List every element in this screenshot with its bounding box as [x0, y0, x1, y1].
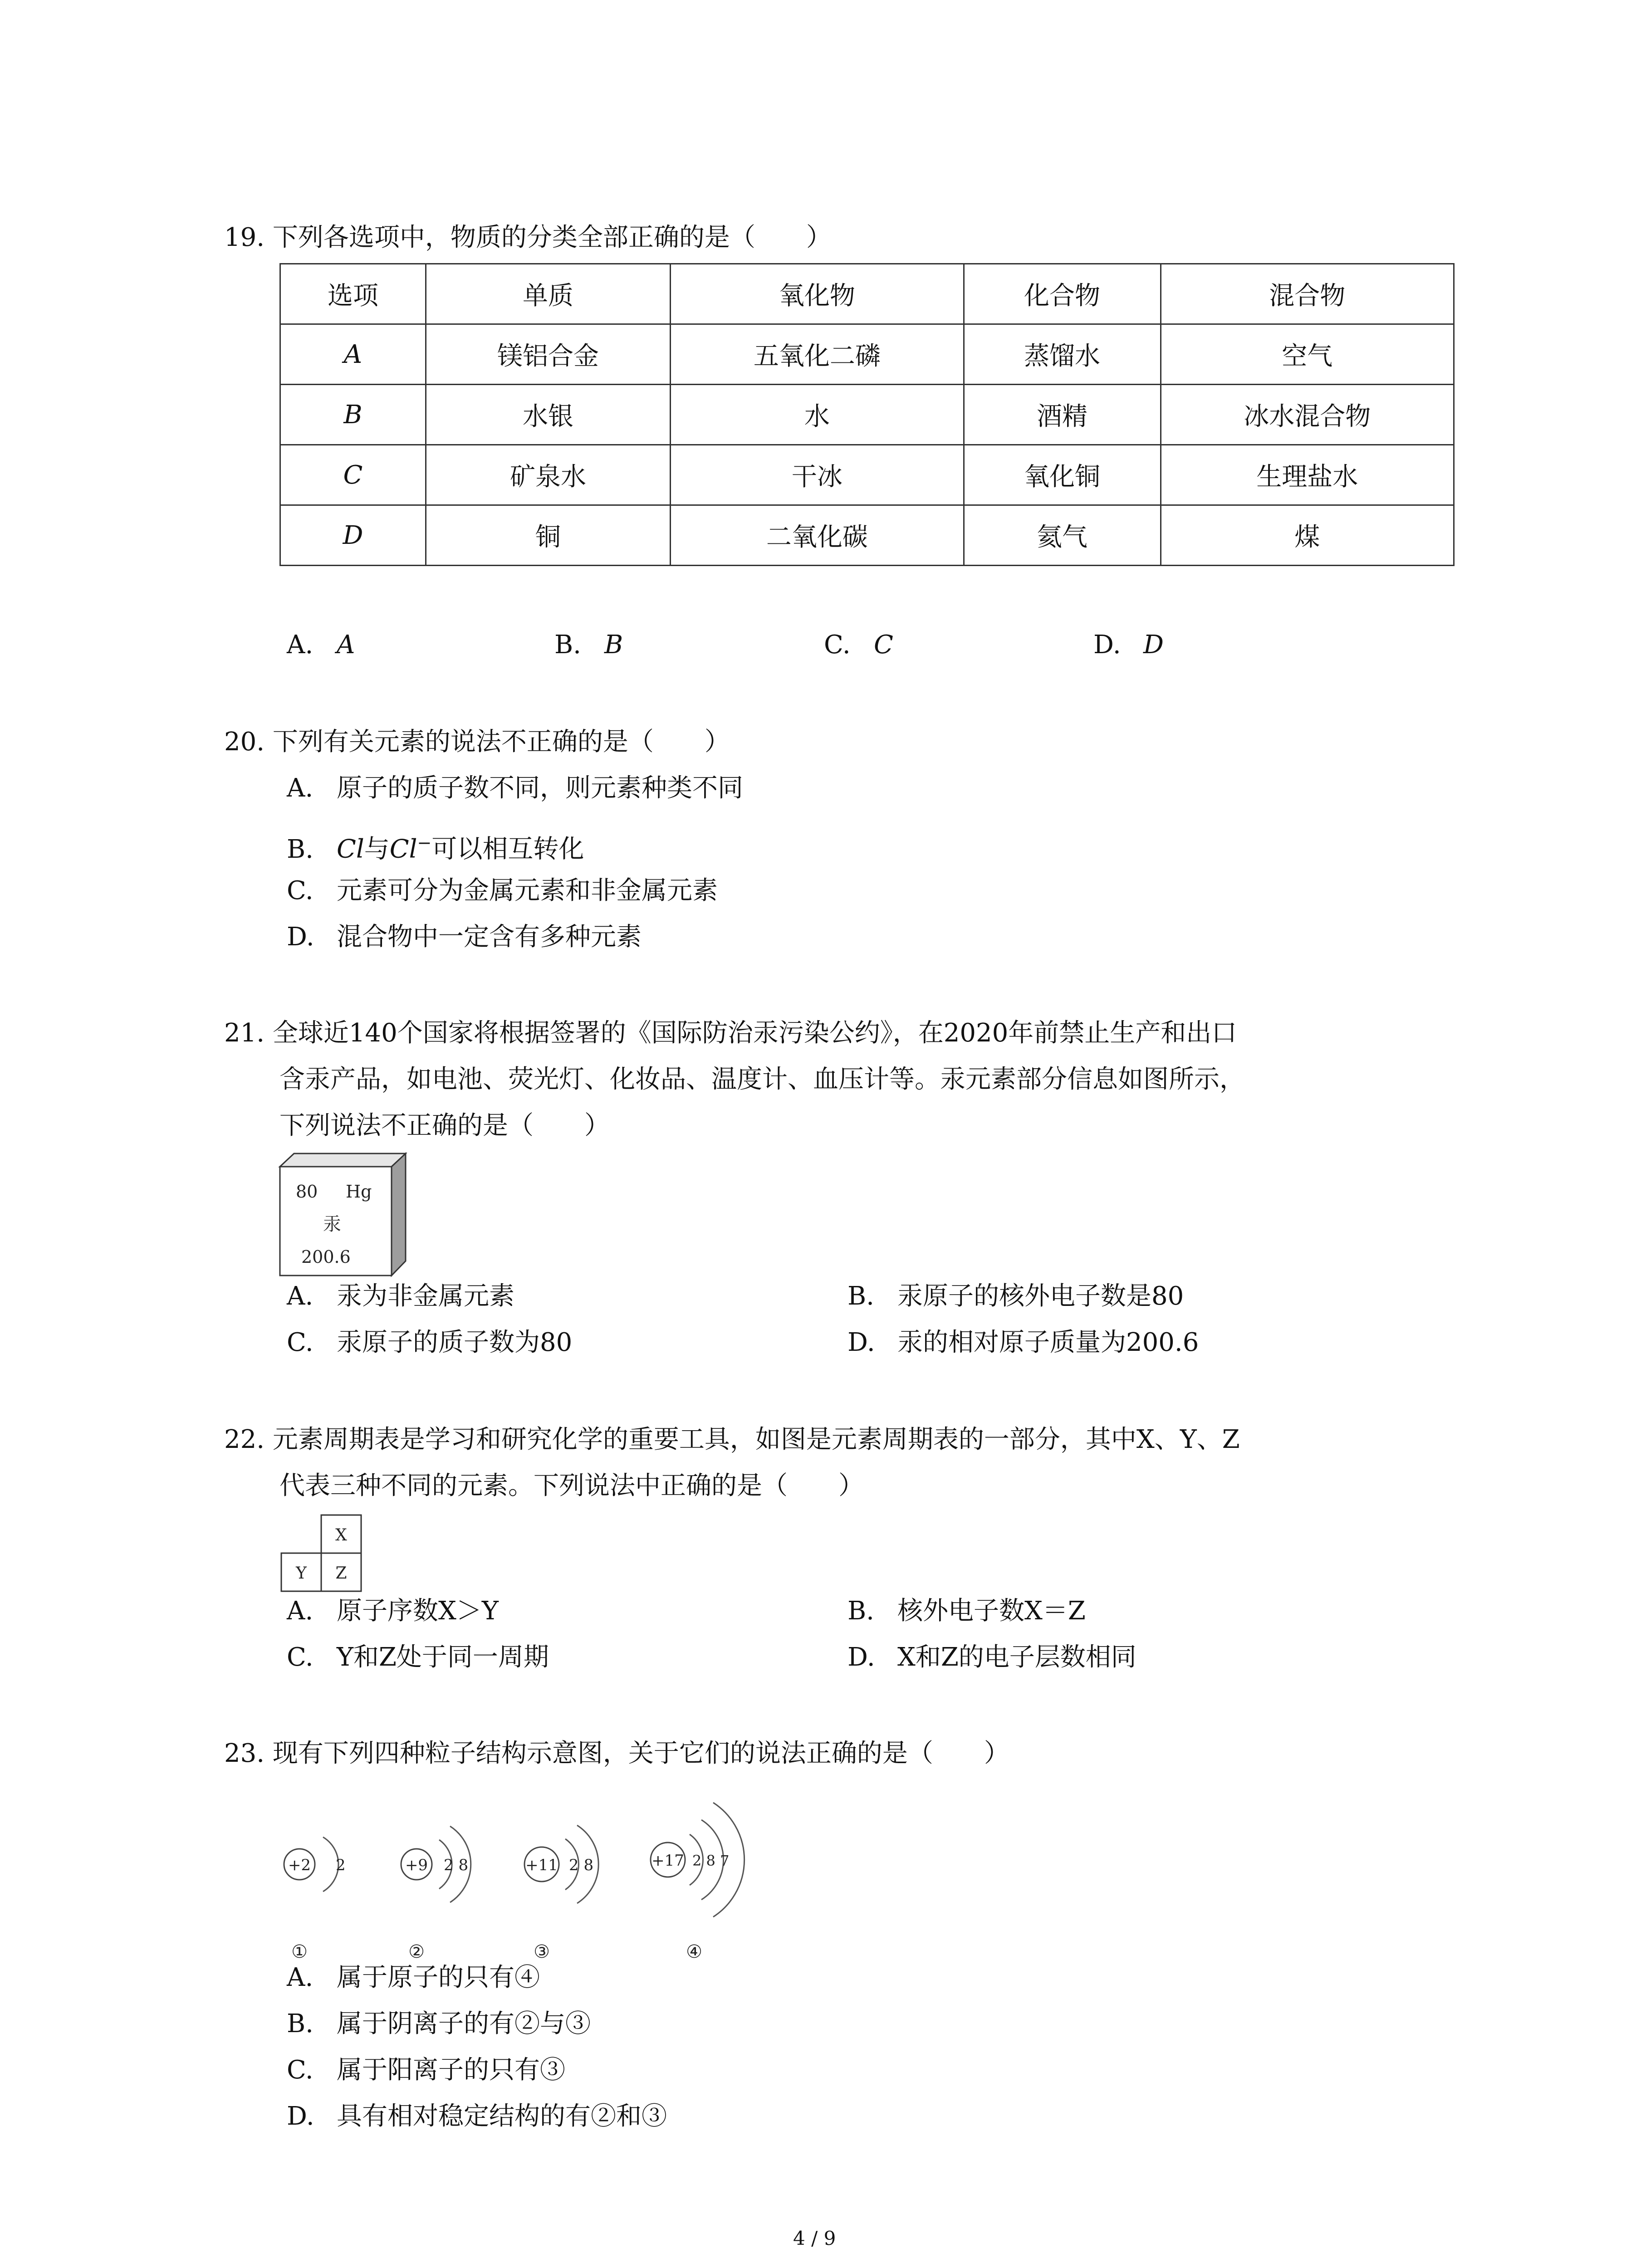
option-text: D — [1143, 630, 1164, 660]
option-text: 具有相对稳定结构的有②和③ — [337, 2102, 667, 2131]
q23-option-d[interactable] — [287, 2100, 667, 2133]
table-cell: 煤 — [1161, 505, 1454, 566]
shell-electrons: 2 8 — [569, 1856, 594, 1874]
q22-option-d[interactable] — [847, 1641, 1136, 1674]
table-cell: 氦气 — [964, 505, 1161, 566]
q21-option-b[interactable] — [847, 1280, 1184, 1313]
q21-stem-line-2: 含汞产品，如电池、荧光灯、化妆品、温度计、血压计等。汞元素部分信息如图所示， — [279, 1065, 1245, 1094]
option-label: D. — [1093, 630, 1121, 660]
nucleus-charge: +17 — [652, 1852, 684, 1870]
q20-option-a[interactable] — [287, 772, 743, 805]
particle-label: ① — [291, 1941, 308, 1962]
ion-charge: − — [417, 833, 432, 853]
option-label: C. — [287, 1642, 314, 1672]
particle-label: ④ — [686, 1941, 702, 1962]
q20-option-c[interactable] — [287, 875, 718, 907]
q20-stem: 20. 下列有关元素的说法不正确的是（ ） — [224, 727, 730, 757]
option-text: 核外电子数X＝Z — [897, 1596, 1086, 1626]
table-row — [280, 505, 1454, 566]
q22-option-b[interactable] — [847, 1595, 1086, 1628]
option-label: A. — [287, 1281, 314, 1311]
cell-x-label: X — [335, 1526, 347, 1545]
option-text: 属于原子的只有④ — [337, 1963, 540, 1992]
particle-diagrams — [272, 1783, 771, 1973]
q19-option-b[interactable] — [554, 629, 623, 661]
table-header-cell: 化合物 — [964, 264, 1161, 324]
periodic-table-fragment — [279, 1513, 365, 1595]
option-text: Y和Z处于同一周期 — [337, 1642, 549, 1672]
option-label: C. — [287, 2055, 314, 2085]
chlorine-symbol: Cl — [337, 834, 364, 864]
q22-option-a[interactable] — [287, 1595, 499, 1628]
table-cell: 二氧化碳 — [671, 505, 964, 566]
option-text: 汞为非金属元素 — [337, 1281, 514, 1311]
q23-stem: 23. 现有下列四种粒子结构示意图，关于它们的说法正确的是（ ） — [224, 1739, 1009, 1768]
option-label: D. — [847, 1328, 875, 1357]
option-text: A — [337, 630, 355, 660]
table-cell: 冰水混合物 — [1161, 385, 1454, 445]
option-text: 汞原子的质子数为80 — [337, 1328, 573, 1357]
table-cell: 铜 — [426, 505, 670, 566]
option-label: B. — [287, 834, 314, 864]
option-label: A. — [287, 1596, 314, 1626]
option-label: A. — [287, 1963, 314, 1992]
shell-electrons: 2 8 7 — [692, 1852, 730, 1869]
option-text: 与 — [364, 834, 390, 864]
table-cell: 生理盐水 — [1161, 445, 1454, 505]
element-card-figure — [278, 1152, 409, 1279]
table-cell: 水银 — [426, 385, 670, 445]
q21-option-a[interactable] — [287, 1280, 514, 1313]
table-cell: C — [280, 445, 426, 505]
q20-option-d[interactable] — [287, 921, 642, 953]
table-cell: 酒精 — [964, 385, 1161, 445]
option-text: 元素可分为金属元素和非金属元素 — [337, 876, 718, 905]
q23-option-c[interactable] — [287, 2054, 565, 2087]
q23-option-b[interactable] — [287, 2008, 591, 2040]
option-text: 混合物中一定含有多种元素 — [337, 922, 642, 952]
q23-option-a[interactable] — [287, 1961, 540, 1994]
card-side-face — [392, 1154, 406, 1276]
nucleus-charge: +2 — [288, 1856, 311, 1874]
option-text: C — [874, 630, 893, 660]
q19-option-c[interactable] — [824, 629, 893, 661]
chloride-symbol: Cl — [389, 834, 417, 864]
particle-4-diagram — [651, 1803, 745, 1962]
q21-stem-line-1: 21. 全球近140个国家将根据签署的《国际防治汞污染公约》，在2020年前禁止生产和出口 — [224, 1018, 1237, 1048]
option-label: D. — [287, 2102, 314, 2131]
card-top-face — [280, 1154, 406, 1167]
table-cell: 水 — [671, 385, 964, 445]
table-header-row — [280, 264, 1454, 324]
option-label: B. — [847, 1281, 874, 1311]
particle-label: ② — [408, 1941, 425, 1962]
table-cell: 空气 — [1161, 324, 1454, 385]
table-cell: B — [280, 385, 426, 445]
option-label: D. — [847, 1642, 875, 1672]
table-row — [280, 445, 1454, 505]
option-text: 属于阳离子的只有③ — [337, 2055, 565, 2085]
particle-1-diagram — [284, 1837, 346, 1962]
table-header-cell: 选项 — [280, 264, 426, 324]
table-header-cell: 氧化物 — [671, 264, 964, 324]
option-label: A. — [287, 773, 314, 803]
table-cell: A — [280, 324, 426, 385]
table-row — [280, 324, 1454, 385]
option-text: X和Z的电子层数相同 — [897, 1642, 1136, 1672]
table-header-cell: 单质 — [426, 264, 670, 324]
shell-electrons: 2 8 — [444, 1856, 469, 1874]
option-label: B. — [554, 630, 581, 660]
q21-stem-line-3: 下列说法不正确的是（ ） — [279, 1111, 610, 1140]
shell-electrons: 2 — [336, 1856, 346, 1874]
q21-option-d[interactable] — [847, 1326, 1199, 1359]
option-label: B. — [847, 1596, 874, 1626]
table-cell: D — [280, 505, 426, 566]
option-label: A. — [287, 630, 314, 660]
option-text: 原子序数X＞Y — [337, 1596, 499, 1626]
table-row — [280, 385, 1454, 445]
particle-label: ③ — [534, 1941, 550, 1962]
q21-option-c[interactable] — [287, 1326, 572, 1359]
option-text: B — [604, 630, 623, 660]
option-label: B. — [287, 2009, 314, 2038]
table-cell: 干冰 — [671, 445, 964, 505]
q19-option-a[interactable] — [287, 629, 355, 661]
table-cell: 矿泉水 — [426, 445, 670, 505]
option-text: 原子的质子数不同，则元素种类不同 — [337, 773, 743, 803]
table-cell: 氧化铜 — [964, 445, 1161, 505]
q19-stem: 19. 下列各选项中，物质的分类全部正确的是（ ） — [224, 223, 832, 252]
atomic-mass: 200.6 — [301, 1247, 351, 1267]
q22-stem-line-1: 22. 元素周期表是学习和研究化学的重要工具，如图是元素周期表的一部分，其中X、Y、Z — [224, 1425, 1240, 1454]
page-number: 4 / 9 — [793, 2227, 836, 2249]
particle-2-diagram — [401, 1826, 471, 1962]
option-text: 属于阴离子的有②与③ — [337, 2009, 591, 2038]
particle-3-diagram — [524, 1825, 598, 1962]
element-name: 汞 — [323, 1214, 341, 1235]
element-symbol: Hg — [346, 1182, 372, 1202]
q22-option-c[interactable] — [287, 1641, 549, 1674]
nucleus-charge: +9 — [405, 1856, 428, 1874]
q19-option-d[interactable] — [1093, 629, 1164, 661]
option-label: C. — [287, 1328, 314, 1357]
nucleus-charge: +11 — [525, 1856, 558, 1874]
q22-stem-line-2: 代表三种不同的元素。下列说法中正确的是（ ） — [279, 1471, 864, 1501]
table-cell: 镁铝合金 — [426, 324, 670, 385]
table-cell: 五氧化二磷 — [671, 324, 964, 385]
option-text: 汞原子的核外电子数是80 — [897, 1281, 1184, 1311]
atomic-number: 80 — [296, 1182, 318, 1202]
table-header-cell: 混合物 — [1161, 264, 1454, 324]
option-label: C. — [824, 630, 851, 660]
q20-option-b[interactable] — [287, 826, 584, 866]
classification-table — [279, 263, 1455, 566]
table-cell: 蒸馏水 — [964, 324, 1161, 385]
option-text: 可以相互转化 — [431, 834, 584, 864]
cell-z-label: Z — [335, 1564, 347, 1583]
option-label: C. — [287, 876, 314, 905]
option-text: 汞的相对原子质量为200.6 — [897, 1328, 1199, 1357]
option-label: D. — [287, 922, 314, 952]
cell-y-label: Y — [296, 1564, 307, 1583]
